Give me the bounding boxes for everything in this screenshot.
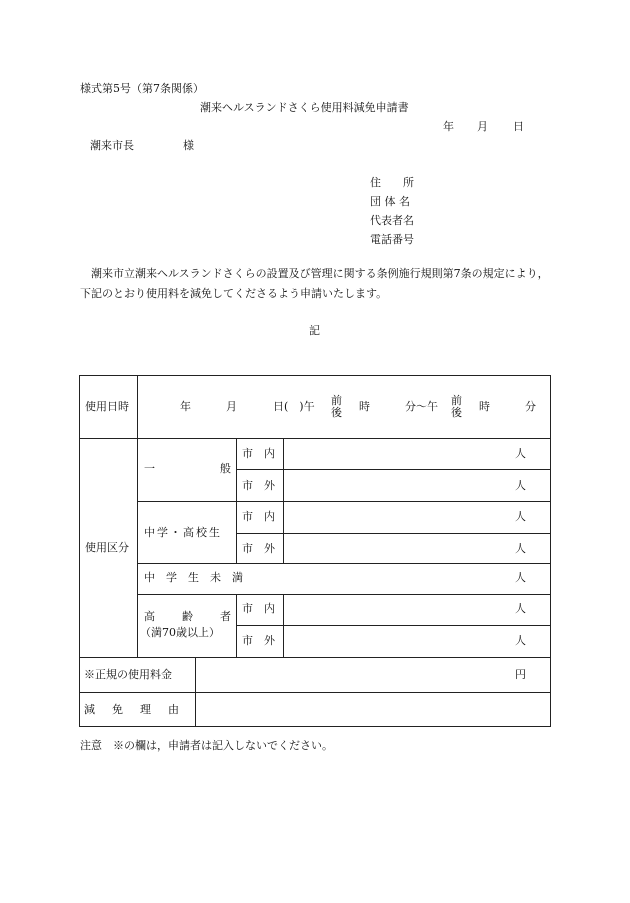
reason-label: 減 免 理 由 bbox=[84, 703, 182, 716]
date-month-label: 月 bbox=[477, 120, 488, 133]
usage-day-label: 日( )午 bbox=[273, 400, 315, 413]
date-day-label: 日 bbox=[513, 120, 524, 133]
elderly-out-city: 市 外 bbox=[242, 634, 275, 647]
am-pm-start bbox=[331, 395, 342, 419]
elderly-sub-label: （満70歳以上） bbox=[140, 626, 220, 639]
usage-minute-to-label: 分～午 bbox=[405, 400, 438, 413]
fee-unit: 円 bbox=[515, 668, 526, 681]
general-in-city: 市 内 bbox=[242, 447, 275, 460]
applicant-group-label: 団 体 名 bbox=[370, 195, 410, 208]
request-paragraph: 潮来市立潮来ヘルスランドさくらの設置及び管理に関する条例施行規則第7条の規定により，下記のとおり使用料を減免してくださるよう申請いたします。 bbox=[80, 267, 549, 300]
date-year-label: 年 bbox=[443, 120, 454, 133]
pm-label-end: 後 bbox=[451, 406, 462, 419]
footer-note: 注意 ※の欄は，申請者は記入しないでください。 bbox=[80, 739, 333, 752]
general-first-char: 一 bbox=[144, 462, 155, 475]
addressee-honorific: 様 bbox=[183, 139, 194, 152]
junior-unit: 人 bbox=[515, 571, 526, 584]
student-out-city: 市 外 bbox=[242, 542, 275, 555]
usage-minute2-label: 分 bbox=[525, 400, 536, 413]
elderly-out-unit: 人 bbox=[515, 634, 526, 647]
pm-label: 後 bbox=[331, 406, 342, 419]
am-label: 前 bbox=[331, 394, 342, 407]
general-out-city: 市 外 bbox=[242, 479, 275, 492]
am-label-end: 前 bbox=[451, 394, 462, 407]
ki-heading: 記 bbox=[309, 324, 320, 337]
usage-month-label: 月 bbox=[226, 400, 237, 413]
elderly-char-1: 高 bbox=[144, 610, 155, 623]
student-in-unit: 人 bbox=[515, 510, 526, 523]
addressee: 潮来市長 bbox=[90, 139, 134, 152]
applicant-address-label: 住 所 bbox=[370, 176, 414, 189]
document-title: 潮来ヘルスランドさくら使用料減免申請書 bbox=[200, 101, 409, 114]
student-out-unit: 人 bbox=[515, 542, 526, 555]
am-pm-end bbox=[451, 395, 462, 419]
elderly-in-city: 市 内 bbox=[242, 602, 275, 615]
general-last-char: 般 bbox=[220, 462, 231, 475]
usage-hour-label: 時 bbox=[359, 400, 370, 413]
applicant-representative-label: 代表者名 bbox=[370, 214, 414, 227]
general-out-unit: 人 bbox=[515, 479, 526, 492]
general-in-unit: 人 bbox=[515, 447, 526, 460]
elderly-in-unit: 人 bbox=[515, 602, 526, 615]
student-in-city: 市 内 bbox=[242, 510, 275, 523]
applicant-phone-label: 電話番号 bbox=[370, 233, 414, 246]
usage-year-label: 年 bbox=[180, 400, 191, 413]
category-label: 使用区分 bbox=[85, 541, 129, 554]
elderly-char-3: 者 bbox=[220, 610, 231, 623]
usage-hour2-label: 時 bbox=[479, 400, 490, 413]
usage-date-label: 使用日時 bbox=[85, 400, 129, 413]
elderly-char-2: 齢 bbox=[182, 610, 193, 623]
junior-label: 中 学 生 未 満 bbox=[144, 571, 243, 584]
fee-label: ※正規の使用料金 bbox=[84, 668, 172, 681]
form-number: 様式第5号（第7条関係） bbox=[80, 82, 204, 95]
student-label: 中学・高校生 bbox=[144, 526, 222, 539]
